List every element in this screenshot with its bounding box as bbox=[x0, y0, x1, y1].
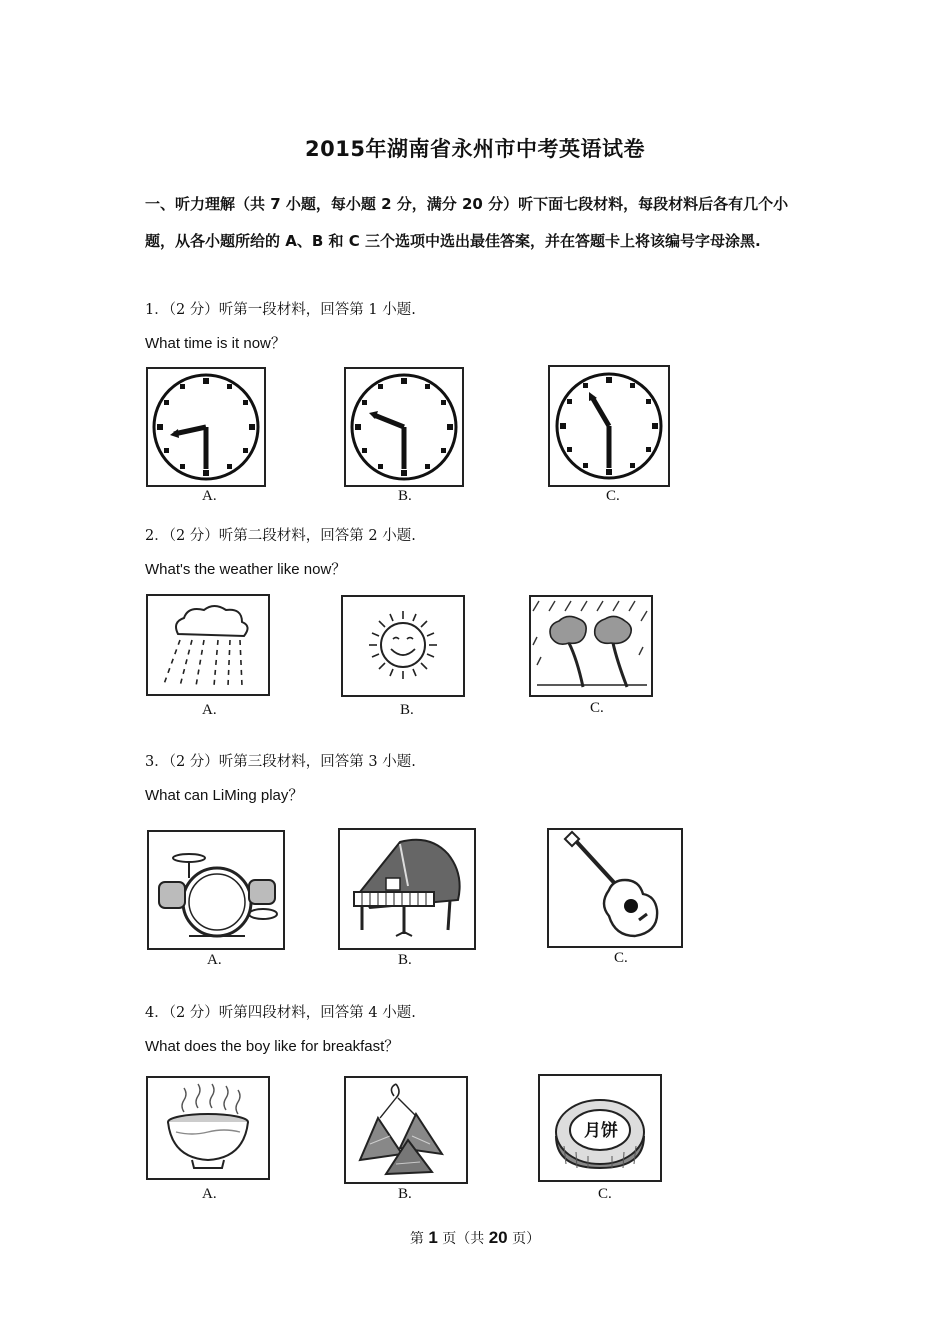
page-title: 2015年湖南省永州市中考英语试卷 bbox=[305, 137, 645, 161]
footer-middle: 页（共 bbox=[442, 1231, 485, 1247]
question-2-header: 2．（2 分）听第二段材料，回答第 2 小题. bbox=[145, 528, 416, 544]
q1-option-b-label: B. bbox=[398, 488, 412, 504]
page-footer bbox=[0, 1228, 950, 1248]
drum-set-icon bbox=[149, 832, 283, 948]
q4-option-c-image[interactable] bbox=[538, 1074, 662, 1182]
q3-option-c-label: C. bbox=[614, 950, 628, 966]
footer-prefix: 第 bbox=[409, 1231, 424, 1247]
question-4-header: 4．（2 分）听第四段材料，回答第 4 小题. bbox=[145, 1005, 416, 1021]
clock-icon bbox=[346, 369, 462, 485]
question-1-text: What time is it now？ bbox=[145, 335, 286, 352]
q4-option-b-image[interactable] bbox=[344, 1076, 468, 1184]
footer-page-number: 1 bbox=[428, 1228, 438, 1247]
q3-option-a-image[interactable] bbox=[147, 830, 285, 950]
q2-option-a-label: A. bbox=[202, 702, 217, 718]
q1-option-b-image[interactable] bbox=[344, 367, 464, 487]
footer-total-pages: 20 bbox=[488, 1228, 508, 1247]
q1-option-a-label: A. bbox=[202, 488, 217, 504]
clock-icon bbox=[550, 367, 668, 485]
rain-cloud-icon bbox=[148, 596, 268, 694]
q3-option-b-label: B. bbox=[398, 952, 412, 968]
q1-option-c-label: C. bbox=[606, 488, 620, 504]
guitar-icon bbox=[549, 830, 681, 946]
question-4-text: What does the boy like for breakfast？ bbox=[145, 1038, 400, 1055]
q3-option-b-image[interactable] bbox=[338, 828, 476, 950]
q1-option-c-image[interactable] bbox=[548, 365, 670, 487]
question-3-header: 3．（2 分）听第三段材料，回答第 3 小题. bbox=[145, 754, 416, 770]
q1-option-a-image[interactable] bbox=[146, 367, 266, 487]
sun-icon bbox=[343, 597, 463, 695]
mooncake-text: 月饼 bbox=[584, 1121, 618, 1141]
q4-option-b-label: B. bbox=[398, 1186, 412, 1202]
q2-option-a-image[interactable] bbox=[146, 594, 270, 696]
q2-option-b-label: B. bbox=[400, 702, 414, 718]
q3-option-c-image[interactable] bbox=[547, 828, 683, 948]
question-2-text: What's the weather like now？ bbox=[145, 561, 347, 578]
piano-icon bbox=[340, 830, 474, 948]
question-3-text: What can LiMing play？ bbox=[145, 787, 304, 804]
zongzi-icon bbox=[346, 1078, 466, 1182]
footer-suffix: 页） bbox=[512, 1231, 541, 1247]
windy-rain-trees-icon bbox=[531, 597, 651, 695]
q4-option-a-image[interactable] bbox=[146, 1076, 270, 1180]
q3-option-a-label: A. bbox=[207, 952, 222, 968]
clock-icon bbox=[148, 369, 264, 485]
q2-option-b-image[interactable] bbox=[341, 595, 465, 697]
q2-option-c-label: C. bbox=[590, 700, 604, 716]
noodle-bowl-icon bbox=[148, 1078, 268, 1178]
q4-option-c-label: C. bbox=[598, 1186, 612, 1202]
section-intro: 一、听力理解（共 7 小题，每小题 2 分，满分 20 分）听下面七段材料，每段材料后各有几个小题，从各小题所给的 A、B 和 C 三个选项中选出最佳答案，并在答题卡上将该编号字母涂黑. bbox=[145, 195, 789, 250]
q4-option-a-label: A. bbox=[202, 1186, 217, 1202]
question-1-header: 1．（2 分）听第一段材料，回答第 1 小题. bbox=[145, 302, 416, 318]
q2-option-c-image[interactable] bbox=[529, 595, 653, 697]
